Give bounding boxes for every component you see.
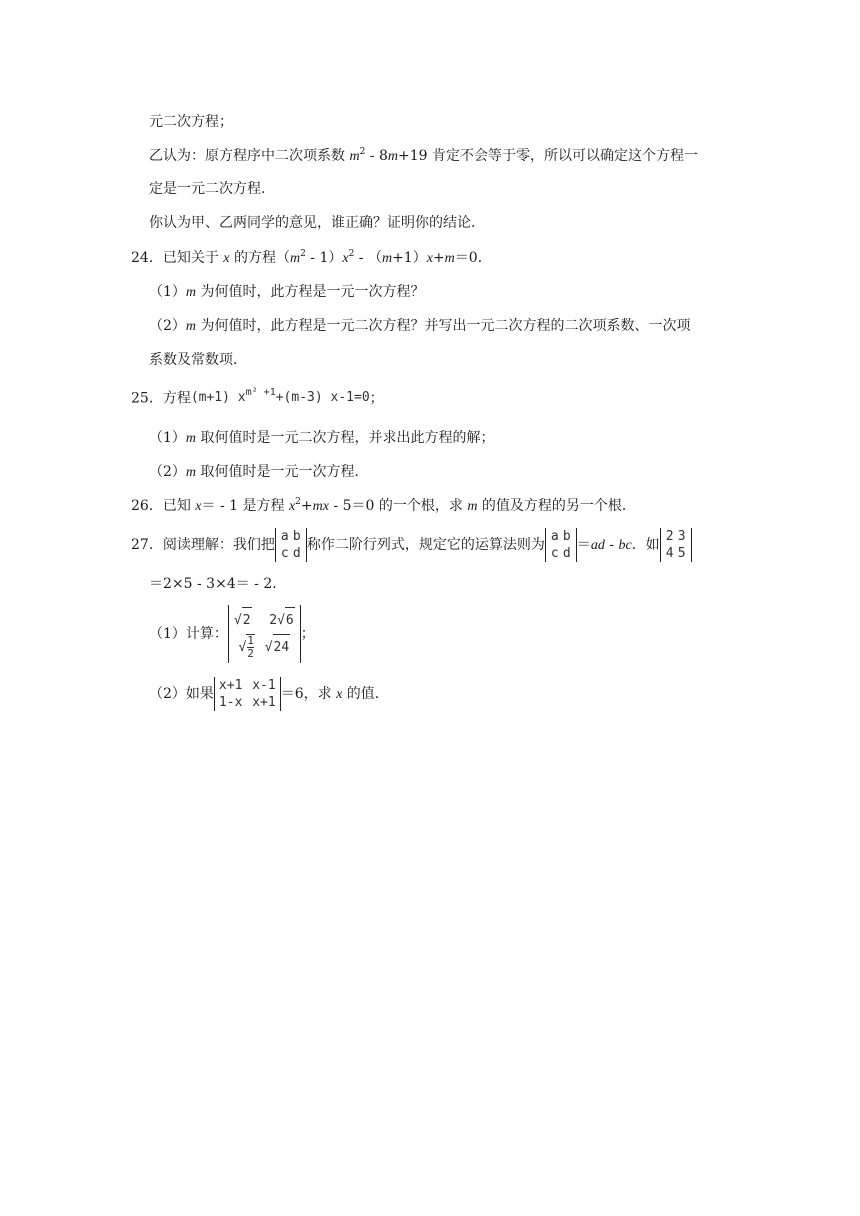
text: 为何值时，此方程是一元二次方程？并写出一元二次方程的二次项系数、一次项: [196, 318, 691, 334]
cell: x+1: [252, 695, 276, 710]
var: x: [426, 251, 433, 266]
text: ＝0．: [454, 250, 492, 266]
text: 的方程（: [229, 250, 290, 266]
var: m: [444, 251, 455, 266]
text: 称作二阶行列式，规定它的运算法则为: [306, 537, 545, 553]
text: 元二次方程；: [149, 114, 233, 130]
cell: 2: [665, 529, 674, 544]
var: x: [342, 251, 349, 266]
text: - （: [354, 250, 382, 266]
fraction: [247, 635, 254, 660]
text: 系数及常数项．: [149, 352, 247, 368]
sup: 2: [348, 249, 355, 259]
text: - 1）: [305, 250, 343, 266]
text: ＝ - 1 是方程: [201, 498, 289, 514]
text: ；: [369, 390, 384, 407]
var: m: [289, 251, 301, 266]
text: 的值及方程的另一个根．: [477, 498, 636, 514]
text: （1）: [149, 284, 186, 300]
text: - 5＝0 的一个根，求: [328, 498, 468, 514]
var: m: [381, 251, 393, 266]
cell: x-1: [252, 678, 276, 693]
question-number: 27．: [131, 537, 163, 553]
text: （2）: [149, 318, 186, 334]
cell: d: [292, 546, 301, 561]
equation-image: [191, 388, 370, 409]
question-number: 24．: [131, 250, 163, 266]
cell: b: [292, 529, 301, 544]
text: -: [604, 537, 619, 553]
text: 你认为甲、乙两同学的意见，谁正确？证明你的结论．: [149, 215, 485, 231]
sqrt: √24: [265, 634, 290, 661]
text: 的值．: [342, 686, 389, 702]
cell: 4: [665, 546, 674, 561]
text: （2）: [149, 464, 186, 480]
text-line: [149, 350, 247, 370]
text: +1）: [392, 250, 427, 266]
cell: c: [280, 546, 289, 561]
sup: 2: [359, 147, 366, 157]
text-line: [149, 179, 275, 199]
radicand: 6: [285, 607, 295, 634]
sqrt: 2√6: [269, 607, 294, 634]
cell: a: [550, 529, 559, 544]
text: ＝2×5 - 3×4＝ - 2．: [149, 576, 287, 592]
sup: 2: [295, 497, 301, 507]
text: 方程: [162, 390, 191, 407]
text: 乙认为：原方程序中二次项系数: [149, 148, 350, 164]
var: m: [185, 319, 197, 334]
var: x: [288, 499, 296, 514]
cell: d: [562, 546, 571, 561]
text: ＝: [576, 537, 591, 553]
text: 阅读理解：我们把: [162, 537, 275, 553]
text: +: [300, 498, 313, 514]
var: m: [349, 149, 360, 164]
var: x: [336, 687, 343, 702]
cell: x+1: [218, 678, 243, 693]
cell: c: [550, 546, 559, 561]
text: ＝6，求: [280, 686, 337, 702]
radicand: 2: [242, 607, 252, 634]
cell: 1-x: [218, 695, 243, 710]
denominator: 2: [247, 647, 254, 660]
sub-question: [149, 600, 315, 668]
eq-part: (m+1) x: [190, 390, 246, 405]
question-26: [131, 496, 636, 517]
sup: 2: [300, 249, 306, 259]
text: +: [432, 250, 445, 266]
var: x: [223, 251, 230, 266]
determinant-image: [228, 605, 301, 663]
determinant-image: [545, 528, 577, 562]
text: ．如: [631, 537, 660, 553]
sub-question: [149, 316, 691, 337]
question-24: [131, 248, 492, 269]
question-27: [131, 526, 692, 565]
cell: 3: [677, 529, 686, 544]
text: 定是一元二次方程．: [149, 181, 275, 197]
sub-question: [149, 282, 425, 303]
text: 已知关于: [162, 250, 224, 266]
question-number: 26．: [131, 498, 163, 514]
eq-sup: m² +1: [245, 387, 276, 398]
text: （1）: [149, 430, 186, 446]
coef: 2: [269, 613, 278, 628]
var: m: [185, 465, 197, 480]
var: m: [387, 149, 398, 164]
var: m: [185, 285, 197, 300]
determinant-image: [660, 528, 692, 562]
sub-question: [149, 428, 495, 449]
sqrt: √2: [234, 607, 252, 634]
determinant-image: [214, 677, 281, 711]
sub-question: [149, 672, 389, 717]
question-number: 25．: [131, 390, 163, 407]
text-line: [149, 146, 698, 167]
text: +19 肯定不会等于零，所以可以确定这个方程一: [397, 148, 698, 164]
sqrt: √ $\frac{1}{2}$: [238, 634, 254, 660]
text-line: [149, 574, 286, 594]
radicand: 24: [273, 634, 291, 661]
var: ad: [590, 538, 605, 553]
text: 为何值时，此方程是一元一次方程？: [196, 284, 425, 300]
text-line: [149, 112, 233, 132]
text: 取何值时是一元一次方程．: [196, 464, 369, 480]
var: bc: [618, 538, 632, 553]
question-25: [131, 388, 384, 409]
text-line: [149, 213, 485, 233]
numerator: 1: [247, 634, 254, 647]
var: m: [185, 431, 197, 446]
text: （1）计算：: [149, 626, 228, 642]
cell: b: [562, 529, 571, 544]
var: mx: [312, 499, 329, 514]
cell: 5: [677, 546, 686, 561]
determinant-image: [275, 528, 307, 562]
var: x: [195, 499, 202, 514]
text: （2）如果: [149, 686, 214, 702]
var: m: [467, 499, 478, 514]
sub-question: [149, 462, 369, 483]
text: ；: [300, 626, 315, 642]
eq-part: +(m-3) x-1=0: [275, 390, 370, 405]
text: 取何值时是一元二次方程，并求出此方程的解；: [196, 430, 495, 446]
text: - 8: [365, 148, 388, 164]
cell: a: [280, 529, 289, 544]
text: 已知: [162, 498, 196, 514]
